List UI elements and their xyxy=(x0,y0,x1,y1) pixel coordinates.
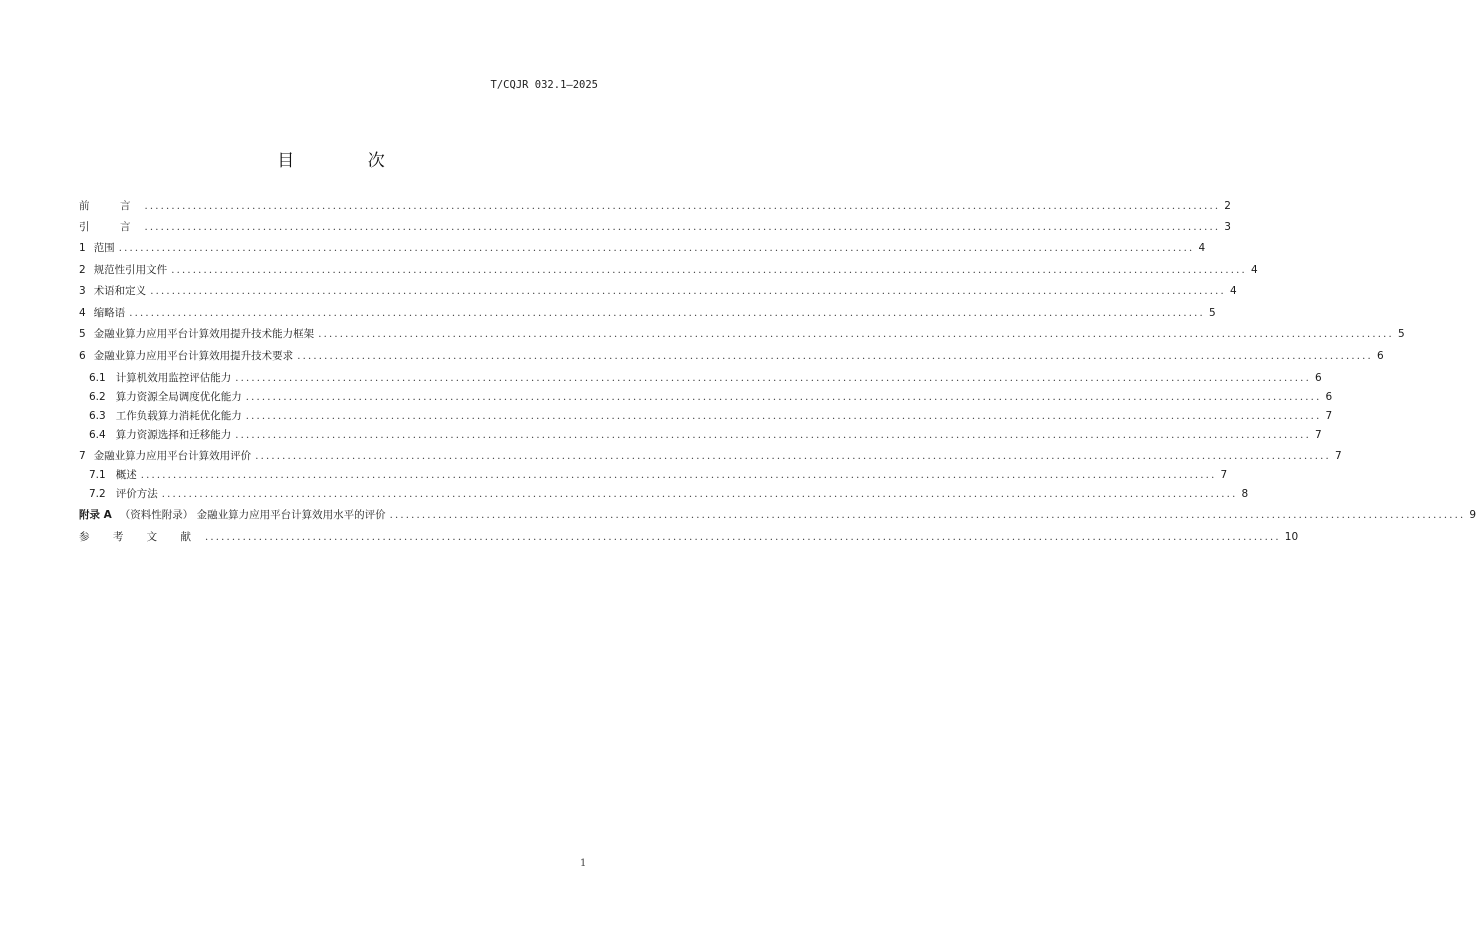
toc-title: 目 次 xyxy=(277,151,419,171)
leader-dots: ........................................................................................................................................................................................................ xyxy=(318,329,1394,340)
toc-entry-number: 7 xyxy=(79,450,86,462)
toc-entry-number: 2 xyxy=(79,264,86,276)
leader-dots: ........................................................................................................................................................................................................ xyxy=(144,222,1221,233)
leader-dots: ........................................................................................................................................................................................................ xyxy=(235,430,1311,441)
toc-entry-label: 规范性引用文件 xyxy=(93,264,168,276)
toc-entry-number: 4 xyxy=(79,307,86,319)
toc-entry-number: 附录 A xyxy=(79,509,112,521)
leader-dots: ........................................................................................................................................................................................................ xyxy=(205,532,1281,543)
toc-entry-label: 算力资源选择和迁移能力 xyxy=(115,429,232,441)
toc-entry-page: 5 xyxy=(1208,307,1216,319)
toc-entry-label: 概述 xyxy=(115,469,137,481)
leader-dots: ........................................................................................................................................................................................................ xyxy=(144,201,1221,212)
toc-entry-label: 前 言 xyxy=(79,200,141,212)
toc-entry-number: 7.1 xyxy=(89,469,106,481)
toc-entry[interactable] xyxy=(89,467,1228,483)
toc-entry-number: 3 xyxy=(79,285,86,297)
leader-dots: ........................................................................................................................................................................................................ xyxy=(171,265,1247,276)
toc-entry[interactable] xyxy=(79,240,1206,256)
toc-entry-number: 6.2 xyxy=(89,391,106,403)
toc-entry-page: 3 xyxy=(1224,221,1231,233)
toc-entry[interactable] xyxy=(79,305,1216,321)
toc-entry-page: 9 xyxy=(1469,509,1476,521)
toc-entry[interactable] xyxy=(79,507,1476,523)
toc-entry-page: 4 xyxy=(1229,285,1237,297)
toc-entry[interactable] xyxy=(79,219,1231,235)
toc-entry-page: 8 xyxy=(1241,488,1249,500)
toc-entry-number: 5 xyxy=(79,328,86,340)
toc-entry[interactable] xyxy=(79,529,1299,545)
toc-entry-number: 1 xyxy=(79,242,86,254)
toc-entry[interactable] xyxy=(79,262,1258,278)
toc-entry-label: 评价方法 xyxy=(115,488,158,500)
leader-dots: ........................................................................................................................................................................................................ xyxy=(129,308,1205,319)
leader-dots: ........................................................................................................................................................................................................ xyxy=(150,286,1226,297)
toc-entry[interactable] xyxy=(79,348,1384,364)
toc-entry-page: 5 xyxy=(1397,328,1405,340)
leader-dots: ........................................................................................................................................................................................................ xyxy=(245,392,1322,403)
toc-entry-page: 7 xyxy=(1334,450,1342,462)
toc-entry-label: 金融业算力应用平台计算效用提升技术能力框架 xyxy=(93,328,315,340)
toc-entry-label: （资料性附录） 金融业算力应用平台计算效用水平的评价 xyxy=(119,509,386,521)
toc-entry[interactable] xyxy=(89,389,1333,405)
toc-entry-page: 6 xyxy=(1325,391,1333,403)
toc-entry-label: 引 言 xyxy=(79,221,141,233)
toc-entry-label: 术语和定义 xyxy=(93,285,147,297)
document-id: T/CQJR 032.1—2025 xyxy=(490,79,598,91)
toc-entry-page: 10 xyxy=(1284,531,1299,543)
toc-entry-page: 6 xyxy=(1314,372,1322,384)
toc-entry-label: 参 考 文 献 xyxy=(79,531,202,543)
toc-entry-page: 6 xyxy=(1376,350,1384,362)
toc-entry[interactable] xyxy=(89,370,1322,386)
toc-entry-page: 4 xyxy=(1250,264,1258,276)
toc-entry-page: 4 xyxy=(1198,242,1206,254)
toc-entry[interactable] xyxy=(89,427,1322,443)
leader-dots: ........................................................................................................................................................................................................ xyxy=(389,510,1466,521)
toc-entry-label: 金融业算力应用平台计算效用评价 xyxy=(93,450,252,462)
toc-entry[interactable] xyxy=(89,408,1333,424)
toc-entry-label: 计算机效用监控评估能力 xyxy=(115,372,232,384)
toc-entry-page: 7 xyxy=(1325,410,1333,422)
toc-entry-number: 6.3 xyxy=(89,410,106,422)
toc-entry-label: 工作负载算力消耗优化能力 xyxy=(115,410,242,422)
toc-entry-page: 7 xyxy=(1220,469,1228,481)
toc-entry-number: 6.1 xyxy=(89,372,106,384)
toc-entry[interactable] xyxy=(89,486,1249,502)
leader-dots: ........................................................................................................................................................................................................ xyxy=(297,351,1373,362)
toc-entry-label: 缩略语 xyxy=(93,307,126,319)
toc-entry-page: 2 xyxy=(1224,200,1231,212)
toc-entry-label: 算力资源全局调度优化能力 xyxy=(115,391,242,403)
toc-entry-page: 7 xyxy=(1314,429,1322,441)
leader-dots: ........................................................................................................................................................................................................ xyxy=(255,451,1331,462)
leader-dots: ........................................................................................................................................................................................................ xyxy=(118,243,1195,254)
toc-entry-number: 6 xyxy=(79,350,86,362)
toc-entry-label: 金融业算力应用平台计算效用提升技术要求 xyxy=(93,350,294,362)
toc-entry-label: 范围 xyxy=(93,242,115,254)
page-number: 1 xyxy=(580,858,587,869)
toc-entry-number: 6.4 xyxy=(89,429,106,441)
leader-dots: ........................................................................................................................................................................................................ xyxy=(235,373,1311,384)
leader-dots: ........................................................................................................................................................................................................ xyxy=(140,470,1217,481)
leader-dots: ........................................................................................................................................................................................................ xyxy=(161,489,1238,500)
toc-entry[interactable] xyxy=(79,283,1237,299)
leader-dots: ........................................................................................................................................................................................................ xyxy=(245,411,1322,422)
toc-entry[interactable] xyxy=(79,326,1405,342)
toc-entry[interactable] xyxy=(79,198,1231,214)
toc-entry[interactable] xyxy=(79,448,1342,464)
toc-entry-number: 7.2 xyxy=(89,488,106,500)
